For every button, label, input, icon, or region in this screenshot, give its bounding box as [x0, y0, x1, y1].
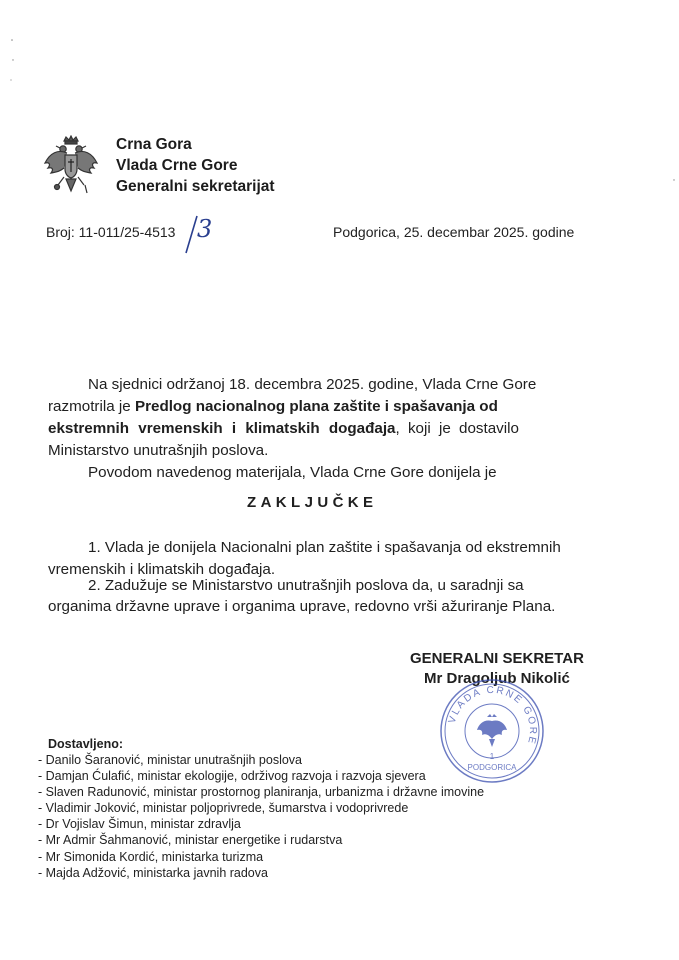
paragraph-line: Na sjednici održanoj 18. decembra 2025. godine, Vlada Crne Gore [88, 376, 537, 393]
paragraph-line [48, 420, 519, 437]
document-subject: Predlog nacionalnog plana zaštite i spašavanja od [134, 398, 498, 415]
list-item: - Danilo Šaranović, ministar unutrašnjih poslova [38, 753, 303, 767]
conclusion-item: 1. Vlada je donijela Nacionalni plan zaštite i spašavanja od ekstremnih [88, 539, 561, 556]
stamp-text: VLADA CRNE GORE [446, 684, 539, 747]
conclusion-item: organima državne uprave i organima uprave, redovno vrši ažuriranje Plana. [48, 598, 556, 615]
signature-title: GENERALNI SEKRETAR [410, 650, 584, 667]
list-item: - Dr Vojislav Šimun, ministar zdravlja [38, 817, 241, 832]
distribution-title: Dostavljeno: [48, 737, 124, 751]
reference-number: Broj: 11-011/25-4513 [46, 224, 176, 240]
list-item: - Slaven Radunović, ministar prostornog planiranja, urbanizma i državne imovine [38, 785, 485, 800]
conclusion-item: 2. Zadužuje se Ministarstvo unutrašnjih poslova da, u saradnji sa [88, 577, 524, 594]
list-item: - Damjan Ćulafić, ministar ekologije, održivog razvoja i razvoja sjevera [38, 769, 426, 784]
paragraph-line: Ministarstvo unutrašnjih poslova. [48, 442, 269, 459]
distribution-list [38, 752, 484, 881]
stamp-number: 1 [489, 752, 495, 761]
paragraph-text: , koji je dostavilo [395, 420, 519, 437]
list-item: - Vladimir Joković, ministar poljoprivrede, šumarstva i vodoprivrede [38, 801, 409, 816]
document-subject: ekstremnih vremenskih i klimatskih događaja [48, 420, 396, 437]
list-item: - Mr Simonida Kordić, ministarka turizma [38, 849, 264, 864]
stamp-city: PODGORICA [467, 763, 517, 772]
paragraph-text: razmotrila je [48, 398, 131, 415]
org-secretariat: Generalni sekretarijat [116, 178, 275, 195]
coat-of-arms-icon [42, 135, 100, 197]
org-government: Vlada Crne Gore [116, 157, 238, 174]
list-item: - Majda Adžović, ministarka javnih radova [38, 865, 268, 880]
list-item: - Mr Admir Šahmanović, ministar energetike i rudarstva [38, 833, 343, 848]
place-date: Podgorica, 25. decembar 2025. godine [333, 224, 575, 240]
handwritten-number: 3 [197, 215, 213, 243]
conclusion-item: vremenskih i klimatskih događaja. [48, 561, 276, 578]
organization-header [116, 134, 275, 197]
conclusions-heading: ZAKLJUČKE [247, 494, 378, 511]
org-country: Crna Gora [116, 136, 192, 153]
paragraph-line: Povodom navedenog materijala, Vlada Crne Gore donijela je [88, 464, 497, 481]
signature-name: Mr Dragoljub Nikolić [424, 670, 570, 687]
paragraph-line [48, 398, 498, 415]
